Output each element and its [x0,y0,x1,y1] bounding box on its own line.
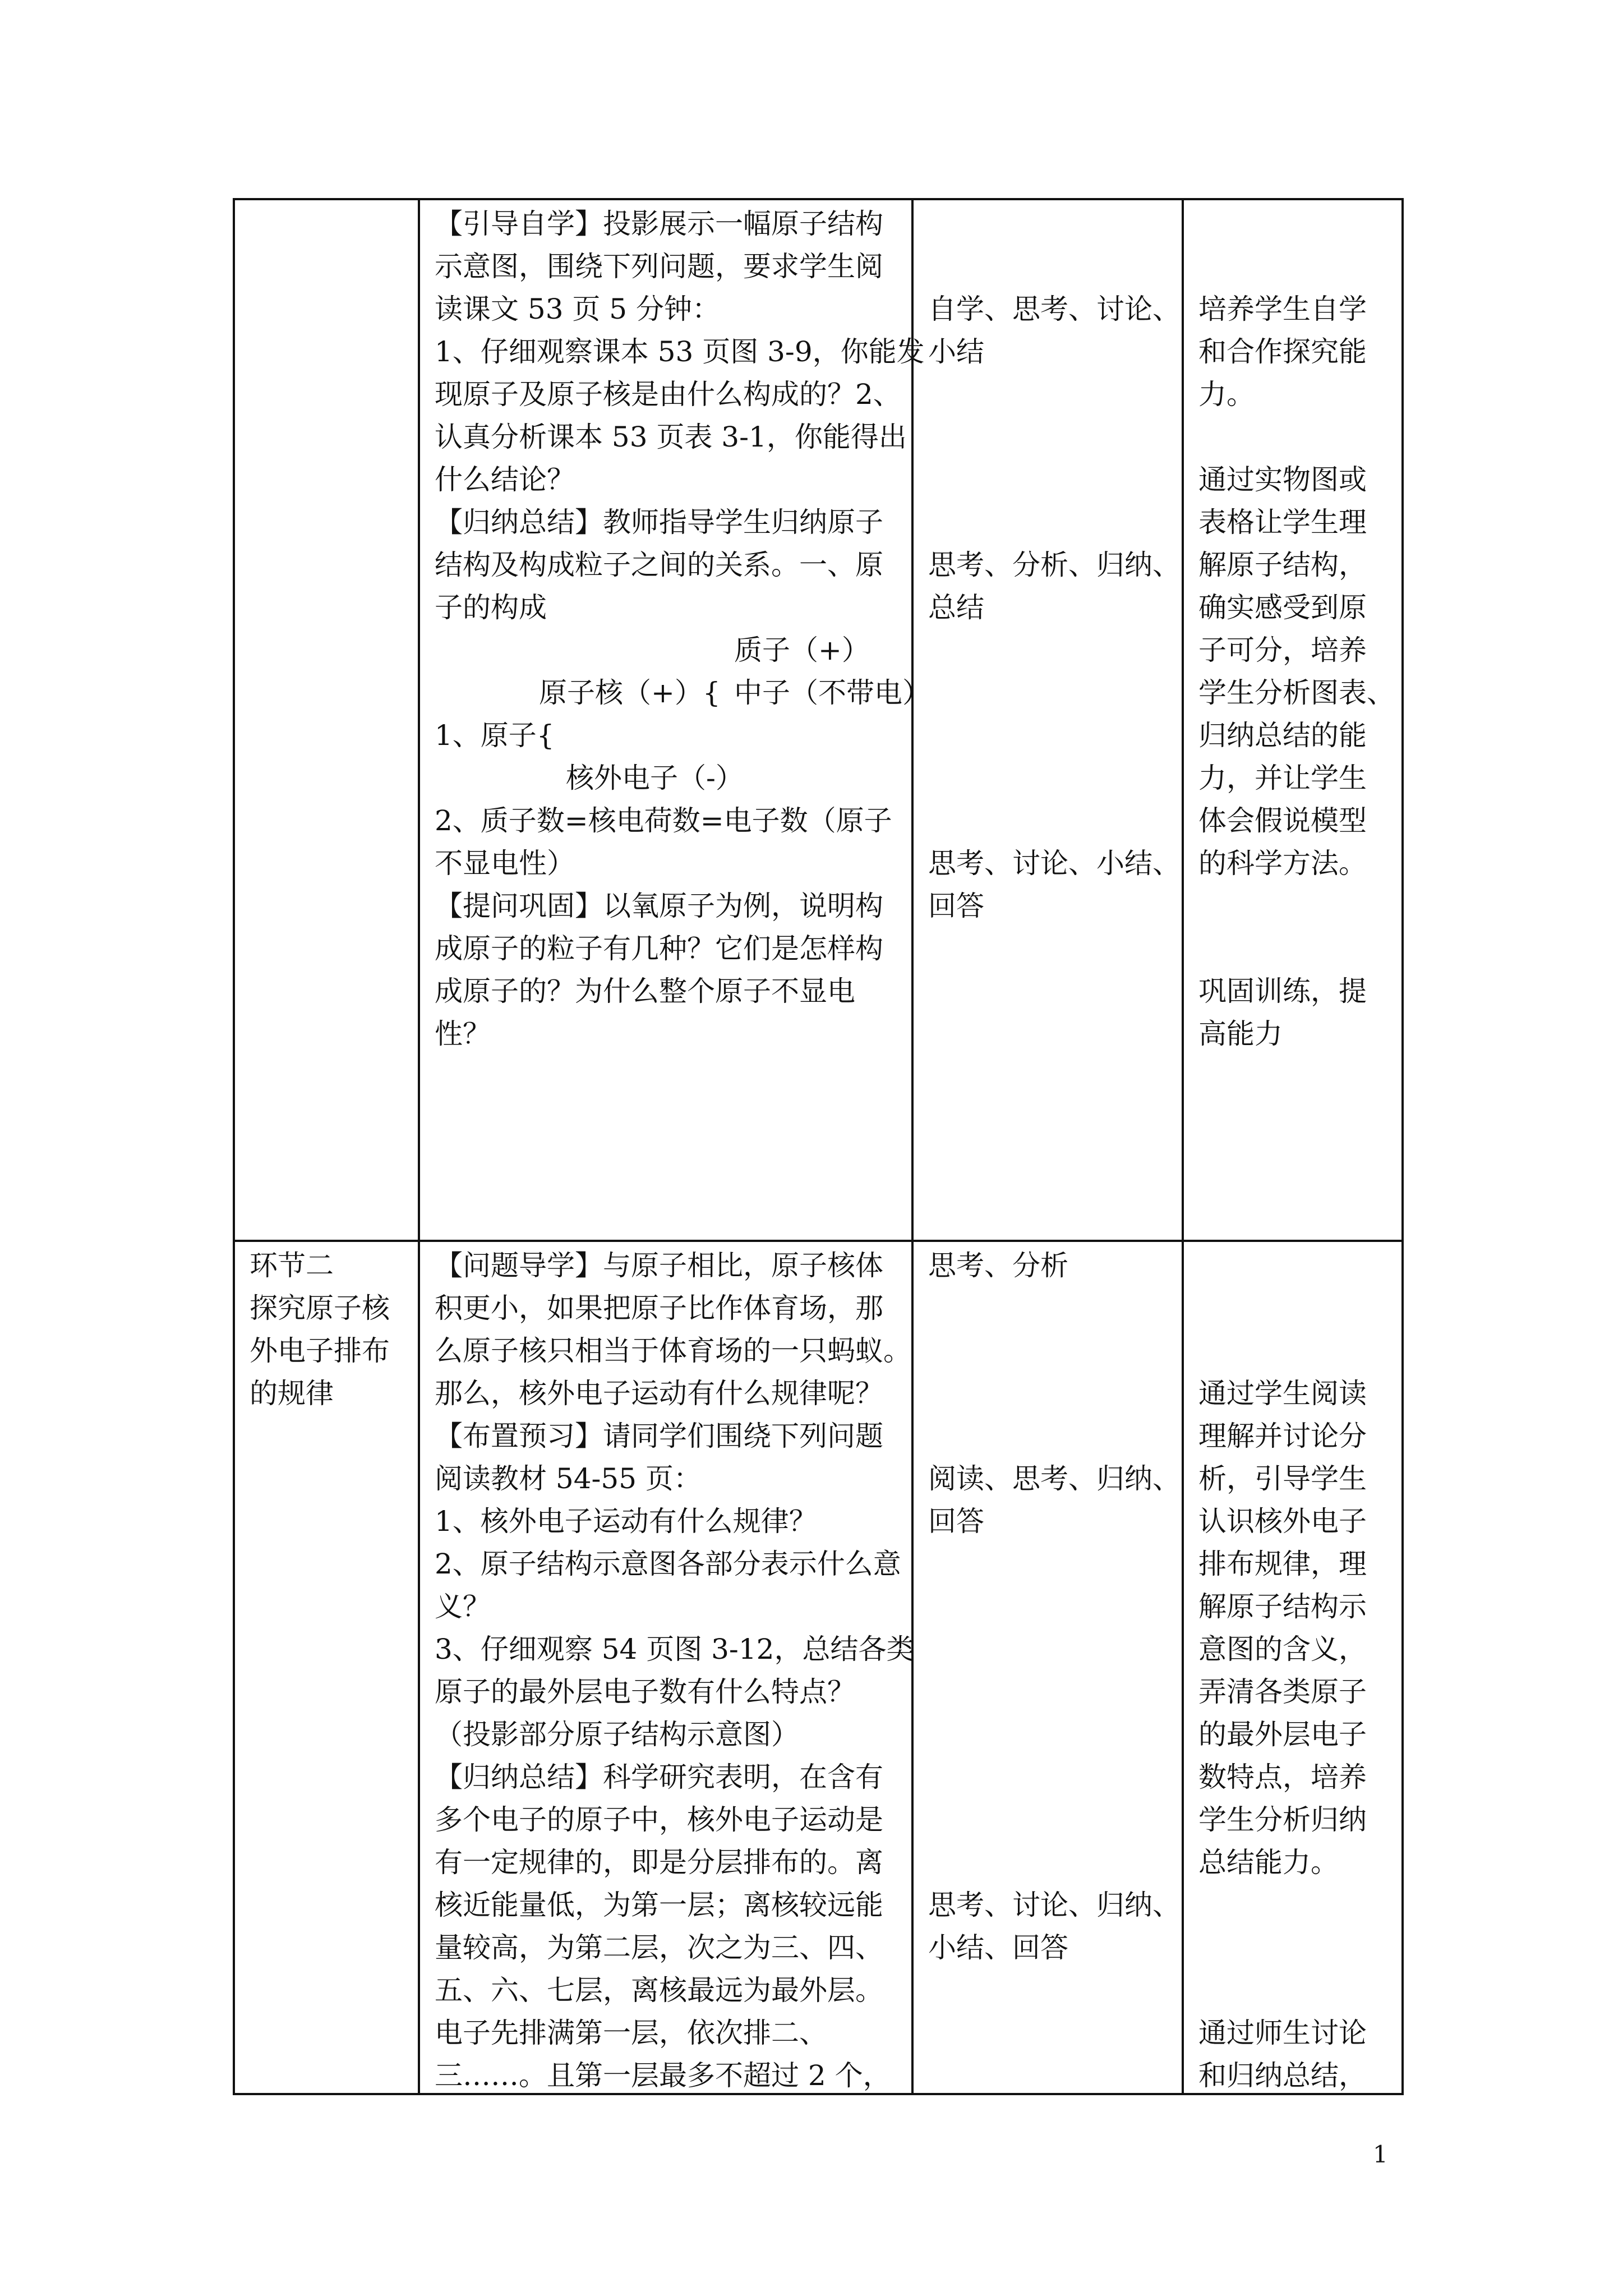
structure-neutron: 中子（不带电） [734,677,930,709]
teaching-content-cell [419,1241,915,2094]
structure-electron: 核外电子（-） [566,762,744,794]
text-line: 的规律 [250,1377,334,1410]
text-line: 子可分，培养 [1198,634,1367,666]
text-line: 通过师生讨论 [1198,2017,1367,2049]
purpose-text [1198,2012,1391,2097]
text-line: 1、仔细观察课本 53 页图 3-9，你能发 [435,335,925,368]
text-line: 思考、讨论、小结、 [928,847,1181,880]
text-line: 阅读教材 54-55 页： [435,1462,702,1495]
activity-text [928,288,1181,373]
student-activity-cell [912,1241,1183,2094]
text-line: 的最外层电子 [1198,1718,1367,1751]
text-line: 的科学方法。 [1198,847,1367,880]
text-line: 什么结论？ [435,463,575,496]
text-line: 多个电子的原子中，核外电子运动是 [435,1803,883,1836]
text-line: 积更小，如果把原子比作体育场，那 [435,1292,883,1324]
text-line: 成原子的粒子有几种？它们是怎样构 [435,932,883,965]
text-line: 回答 [928,890,984,922]
purpose-text [1198,288,1391,416]
lesson-plan-table [233,198,1404,2095]
text-line: 思考、分析 [928,1249,1068,1282]
structure-proton: 质子（+） [734,634,870,666]
text-line: 力。 [1198,378,1255,411]
text-line: 【提问巩固】以氧原子为例，说明构 [435,890,883,922]
text-line: 体会假说模型 [1198,804,1367,837]
text-line: 培养学生自学 [1198,293,1367,325]
text-line: 析，引导学生 [1198,1462,1367,1495]
text-line: （投影部分原子结构示意图） [435,1718,799,1751]
purpose-text [1198,970,1391,1055]
student-activity-cell [912,199,1183,1241]
text-line: 高能力 [1198,1018,1283,1050]
activity-text [928,1884,1181,1969]
text-line: 义？ [435,1590,491,1623]
stage-text [250,1244,408,1415]
text-line: 回答 [928,1505,984,1538]
text-line: 电子先排满第一层，依次排二、 [435,2017,827,2049]
text-line: 思考、分析、归纳、 [928,549,1181,581]
purpose-text [1198,458,1395,885]
text-line: 成原子的？为什么整个原子不显电 [435,975,855,1007]
text-line: 子的构成 [435,591,547,624]
text-line: 原子的最外层电子数有什么特点？ [435,1676,855,1708]
text-line: 小结 [928,335,984,368]
text-line: 通过实物图或 [1198,463,1367,496]
text-line: 2、质子数=核电荷数=电子数（原子 [435,804,892,837]
text-line: 自学、思考、讨论、 [928,293,1181,325]
text-line: 外电子排布 [250,1335,390,1367]
text-line: 解原子结构， [1198,549,1367,581]
content-text [435,1244,915,2097]
text-line: 确实感受到原 [1198,591,1367,624]
structure-nucleus: 原子核（+）{ [539,677,721,709]
text-line: 思考、讨论、归纳、 [928,1889,1181,1921]
text-line: 理解并讨论分 [1198,1420,1367,1452]
text-line: 2、原子结构示意图各部分表示什么意 [435,1548,901,1580]
text-line: 性？ [435,1018,491,1050]
text-line: 有一定规律的，即是分层排布的。离 [435,1846,883,1879]
stage-cell [234,199,419,1241]
page-number: 1 [1373,2141,1388,2168]
text-line: 不显电性） [435,847,575,880]
text-line: 量较高，为第二层，次之为三、四、 [435,1931,883,1964]
text-line: 阅读、思考、归纳、 [928,1462,1181,1495]
text-line: 示意图，围绕下列问题，要求学生阅 [435,250,883,283]
text-line: 巩固训练，提 [1198,975,1367,1007]
activity-text [928,1457,1181,1543]
text-line: 认识核外电子 [1198,1505,1367,1538]
text-line: 3、仔细观察 54 页图 3-12，总结各类 [435,1633,915,1665]
text-line: 读课文 53 页 5 分钟： [435,293,721,325]
design-purpose-cell [1183,199,1403,1241]
design-purpose-cell [1183,1241,1403,2094]
text-line: 五、六、七层，离核最远为最外层。 [435,1974,883,2007]
text-line: 么原子核只相当于体育场的一只蚂蚁。 [435,1335,911,1367]
text-line: 意图的含义， [1198,1633,1367,1665]
text-line: 弄清各类原子 [1198,1676,1367,1708]
text-line: 力，并让学生 [1198,762,1367,794]
text-line: 【布置预习】请同学们围绕下列问题 [435,1420,883,1452]
activity-text [928,842,1181,927]
text-line: 总结能力。 [1198,1846,1339,1879]
text-line: 排布规律，理 [1198,1548,1367,1580]
text-line: 数特点，培养 [1198,1761,1367,1793]
text-line: 和归纳总结， [1198,2059,1367,2092]
text-line: 【归纳总结】科学研究表明，在含有 [435,1761,883,1793]
activity-text [928,544,1181,629]
activity-text [928,1244,1172,1287]
text-line: 和合作探究能 [1198,335,1367,368]
text-line: 那么，核外电子运动有什么规律呢？ [435,1377,883,1410]
text-line: 学生分析图表、 [1198,677,1395,709]
table-row [234,199,1403,1241]
text-line: 认真分析课本 53 页表 3-1，你能得出 [435,421,907,453]
text-line: 核近能量低，为第一层；离核较远能 [435,1889,883,1921]
text-line: 表格让学生理 [1198,506,1367,539]
text-line: 归纳总结的能 [1198,719,1367,752]
purpose-text [1198,1372,1391,1884]
content-text [435,203,925,629]
text-line: 通过学生阅读 [1198,1377,1367,1410]
structure-atom: 1、原子{ [435,719,555,752]
text-line: 现原子及原子核是由什么构成的？2、 [435,378,901,411]
text-line: 探究原子核 [250,1292,390,1324]
content-text-after [435,799,901,1055]
text-line: 解原子结构示 [1198,1590,1367,1623]
text-line: 环节二 [250,1249,334,1282]
text-line: 总结 [928,591,984,624]
text-line: 【引导自学】投影展示一幅原子结构 [435,208,883,240]
stage-cell [234,1241,419,2094]
text-line: 结构及构成粒子之间的关系。一、原 [435,549,883,581]
text-line: 学生分析归纳 [1198,1803,1367,1836]
text-line: 1、核外电子运动有什么规律？ [435,1505,817,1538]
text-line: 小结、回答 [928,1931,1068,1964]
text-line: 【问题导学】与原子相比，原子核体 [435,1249,883,1282]
teaching-content-cell [419,199,930,1241]
text-line: 【归纳总结】教师指导学生归纳原子 [435,506,883,539]
text-line: 三……。且第一层最多不超过 2 个， [435,2059,891,2092]
table-row [234,1241,1403,2094]
